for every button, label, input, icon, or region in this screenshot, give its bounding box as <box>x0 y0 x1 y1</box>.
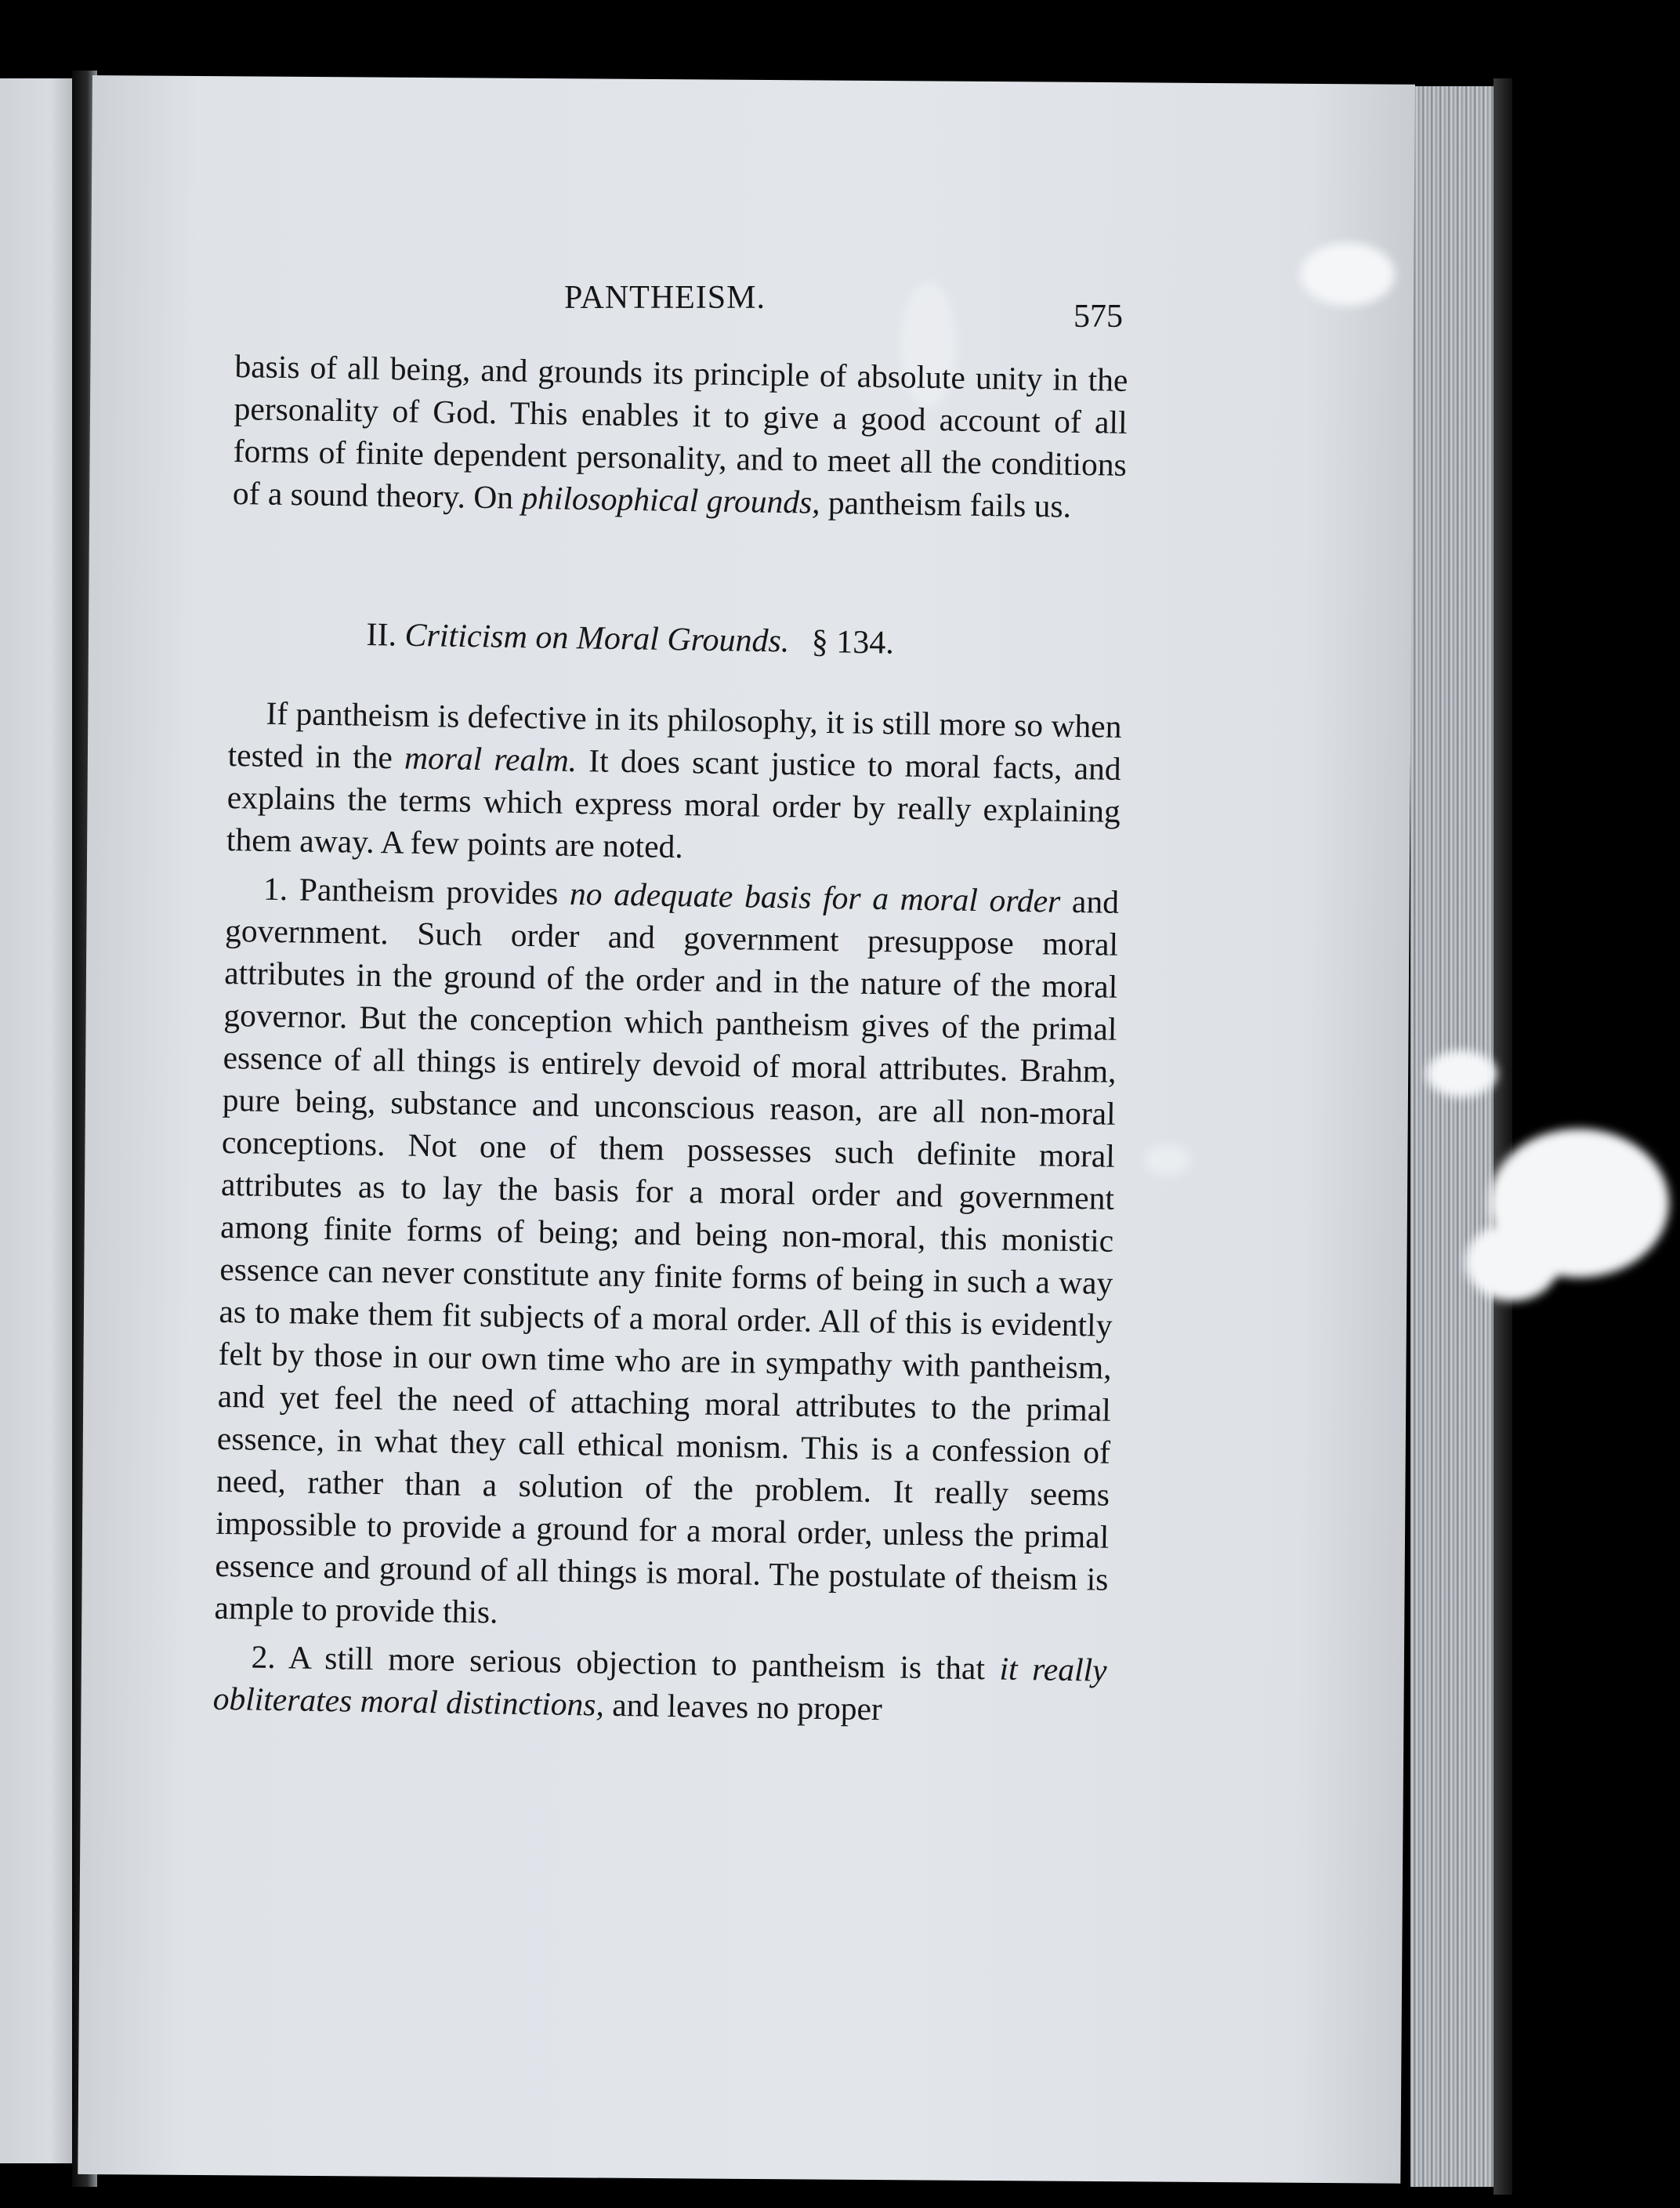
scan-blotch <box>1144 1144 1191 1176</box>
continued-paragraph <box>233 345 1128 528</box>
running-head: PANTHEISM. <box>564 280 766 316</box>
paragraph-text: Pantheism provides <box>287 871 570 912</box>
point-number: 1. <box>262 870 288 908</box>
page-fore-edge <box>1410 86 1497 2187</box>
point-number: 2. <box>251 1638 277 1676</box>
left-facing-page <box>0 78 72 2163</box>
fore-edge-shadow <box>1494 78 1512 2195</box>
paragraph-italic: it really obliterates moral distinctions, <box>212 1650 1107 1723</box>
paragraph-text: pantheism fails us. <box>820 484 1072 524</box>
paragraph-italic: moral realm. <box>404 739 578 778</box>
paragraph-text: If pantheism is defective in its philosophy, it is still more so when tested in the <box>227 694 1122 776</box>
scan-blotch <box>1465 1223 1559 1301</box>
section-title: Criticism on Moral Grounds. <box>404 617 790 660</box>
section-number: II. <box>366 616 397 654</box>
paragraph-text: It does scant justice to moral facts, and explains the terms which express moral order by really explaining them away. A few points are noted. <box>226 741 1121 865</box>
intro-paragraph <box>226 691 1122 875</box>
paragraph-text: and government. Such order and government presuppose moral attributes in the ground of the order and in the nature of the moral governor. But the conception which pantheism gives of the primal essence of all things is entirely devoid of moral attributes. Brahm, pure being, substance and unconscious reason, are all non-moral conceptions. Not one of them possesses such definite moral attributes as to lay the basis for a moral order and government among finite forms of being; and being non-moral, this monistic essence can never constitute any finite forms of being in such a way as to make them fit subjects of a moral order. All of this is evidently felt by those in our own time who are in sympathy with pantheism, and yet feel the need of attaching moral attributes to the primal essence, in what they call ethical monism. This is a confession of need, rather than a solution of the problem. It really seems impossible to provide a ground for a moral order, unless the primal essence and ground of all things is moral. The postulate of theism is ample to provide this. <box>214 883 1120 1630</box>
scan-blotch <box>1301 243 1395 306</box>
point-one-paragraph <box>214 867 1119 1643</box>
paragraph-italic: no adequate basis for a moral order <box>569 875 1061 919</box>
paragraph-text: A still more serious objection to pantheism is that <box>275 1639 1000 1687</box>
paragraph-text: and leaves no proper <box>603 1686 883 1728</box>
point-two-paragraph <box>212 1635 1107 1734</box>
paragraph-text: basis of all being, and grounds its principle of absolute unity in the personality of God. This enables it to give a good account of all forms of finite dependent personality, and to meet all the conditions of a sound theory. On <box>232 347 1128 516</box>
page-number: 575 <box>1074 299 1123 335</box>
section-ref: § 134. <box>811 623 895 662</box>
scan-blotch <box>1426 1050 1497 1097</box>
body-text <box>212 691 1121 1734</box>
paragraph-italic: philosophical grounds, <box>521 479 820 520</box>
